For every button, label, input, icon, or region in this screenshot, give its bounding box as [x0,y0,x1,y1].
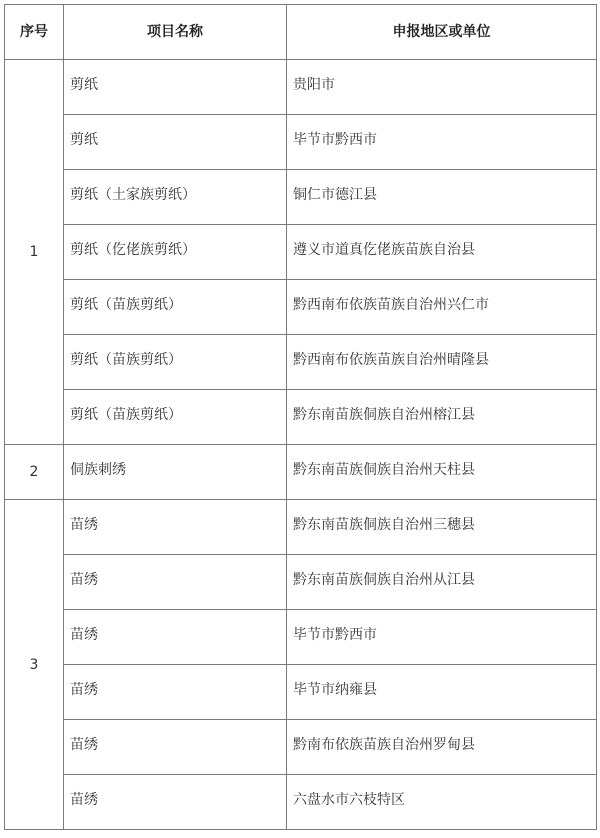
project-name-cell: 苗绣 [64,665,287,720]
region-cell: 六盘水市六枝特区 [287,775,597,830]
region-cell: 毕节市黔西市 [287,610,597,665]
table-row [5,775,597,830]
table-row [5,60,597,115]
project-name-cell: 苗绣 [64,555,287,610]
header-region: 申报地区或单位 [287,5,597,60]
project-name-cell: 侗族刺绣 [64,445,287,500]
region-cell: 黔东南苗族侗族自治州天柱县 [287,445,597,500]
region-cell: 黔西南布依族苗族自治州兴仁市 [287,280,597,335]
table-row [5,115,597,170]
table-row [5,225,597,280]
project-name-cell: 剪纸 [64,60,287,115]
group-index-cell: 3 [5,500,64,830]
group-index-cell: 2 [5,445,64,500]
region-cell: 毕节市黔西市 [287,115,597,170]
region-cell: 铜仁市德江县 [287,170,597,225]
project-name-cell: 剪纸（土家族剪纸） [64,170,287,225]
table-row [5,665,597,720]
table-row [5,170,597,225]
region-cell: 黔东南苗族侗族自治州三穗县 [287,500,597,555]
project-name-cell: 苗绣 [64,775,287,830]
table-row [5,610,597,665]
table-row [5,555,597,610]
region-cell: 贵阳市 [287,60,597,115]
table-row [5,445,597,500]
project-name-cell: 剪纸（仡佬族剪纸） [64,225,287,280]
region-cell: 黔南布依族苗族自治州罗甸县 [287,720,597,775]
project-name-cell: 剪纸 [64,115,287,170]
region-cell: 黔东南苗族侗族自治州榕江县 [287,390,597,445]
table-row [5,500,597,555]
project-name-cell: 剪纸（苗族剪纸） [64,280,287,335]
group-index-cell: 1 [5,60,64,445]
table-row [5,390,597,445]
project-name-cell: 剪纸（苗族剪纸） [64,335,287,390]
region-cell: 黔西南布依族苗族自治州晴隆县 [287,335,597,390]
table-row [5,280,597,335]
project-name-cell: 苗绣 [64,610,287,665]
table-row [5,335,597,390]
project-name-cell: 苗绣 [64,720,287,775]
project-name-cell: 剪纸（苗族剪纸） [64,390,287,445]
project-name-cell: 苗绣 [64,500,287,555]
region-cell: 遵义市道真仡佬族苗族自治县 [287,225,597,280]
table-header-row [5,5,597,60]
header-index: 序号 [5,5,64,60]
heritage-project-table [4,4,597,830]
region-cell: 毕节市纳雍县 [287,665,597,720]
table-row [5,720,597,775]
header-project-name: 项目名称 [64,5,287,60]
region-cell: 黔东南苗族侗族自治州从江县 [287,555,597,610]
table-body [5,60,597,830]
